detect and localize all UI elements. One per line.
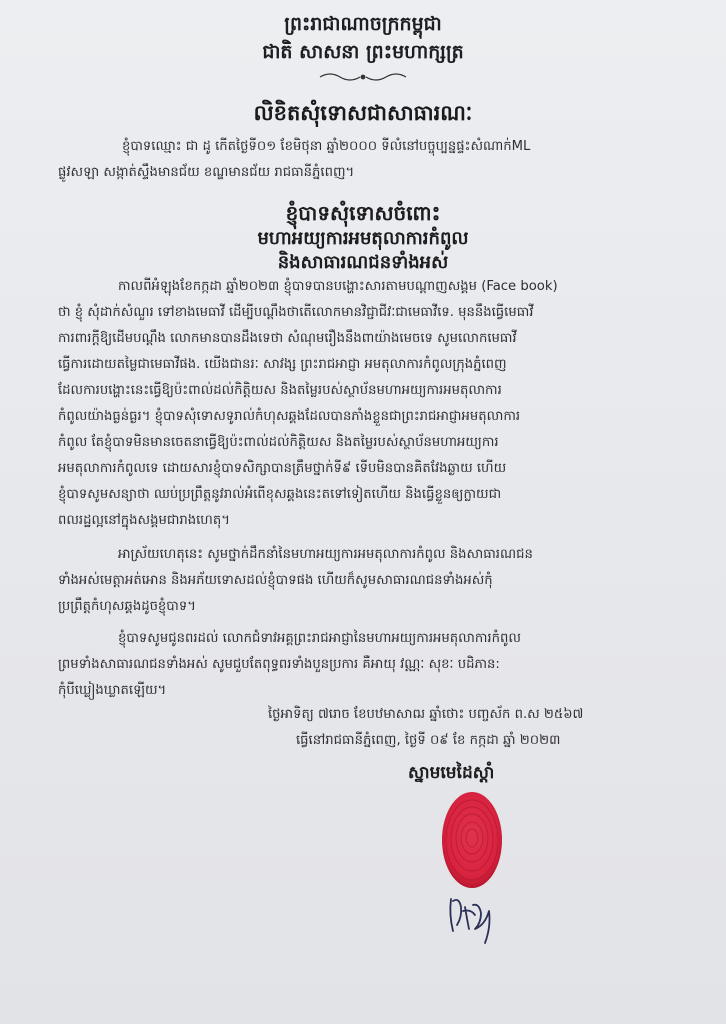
signature-label: ស្នាមមេដៃស្ដាំ — [408, 763, 495, 783]
thumbprint-icon — [440, 790, 504, 890]
apology-heading: ខ្ញុំបាទសុំទោសចំពោះ — [285, 201, 441, 225]
paragraph3-line-1: ខ្ញុំបាទសូមជូនពរដល់ លោកជំទាវអគ្គព្រះរាជអាជ្ញានៃមហាអយ្យការអមតុលាការកំពូល — [118, 631, 521, 646]
paragraph1-line-5: ដែលការបង្ហោះនេះធ្វើឱ្យប៉ះពាល់ដល់កិត្តិយស និងតម្លៃរបស់ស្ថាប័នមហាអយ្យការអមតុលាការ — [58, 383, 502, 398]
paragraph1-line-2: ថា ខ្ញុំ សុំដាក់សំណួរ ទៅខាងមេធាវី ដើម្បីបណ្ដឹងថាតើលោកមានវិជ្ជាជីវៈជាមេធាវីទេ. មុននឹងធ្វើមេធាវី — [58, 305, 534, 320]
intro-line-1: ខ្ញុំបាទឈ្មោះ ជា ដូ កើតថ្ងៃទី០១ ខែមិថុនា ឆ្នាំ២០០០ ទីលំនៅបច្ចុប្បន្នផ្ទះសំណាក់ML — [122, 139, 531, 154]
kingdom-header: ព្រះរាជាណាចក្រកម្ពុជា — [284, 13, 442, 35]
motto-header: ជាតិ សាសនា ព្រះមហាក្សត្រ — [262, 41, 464, 63]
paragraph2-line-2: ទាំងអស់មេត្តាអត់អោន និងអភ័យទោសដល់ខ្ញុំបាទផង ហើយក៏សូមសាធារណជនទាំងអស់កុំ — [58, 573, 493, 588]
intro-line-2: ផ្លូវសឡា សង្កាត់ស្ទឹងមានជ័យ ខណ្ឌមានជ័យ រាជធានីភ្នំពេញ។ — [58, 165, 355, 180]
lunar-date: ថ្ងៃអាទិត្យ ៧រោច ខែបឋមាសាឍ ឆ្នាំថោះ បញ្ចស័ក ព.ស ២៥៦៧ — [268, 707, 584, 722]
paragraph1-line-7: កំពូល តែខ្ញុំបាទមិនមានចេតនាធ្វើឱ្យប៉ះពាល់ដល់កិត្តិយស និងតម្លៃរបស់ស្ថាប័នមហាអយ្យការ — [58, 435, 499, 450]
paragraph1-line-9: ខ្ញុំបាទសូមសន្យាថា ឈប់ប្រព្រឹត្តនូវរាល់អំពើខុសឆ្គងនេះតទៅទៀតហើយ និងធ្វើខ្លួនឲ្យក្លាយជា — [58, 487, 502, 502]
paragraph1-line-6: កំពូលយ៉ាងធ្ងន់ធ្ងរ។ ខ្ញុំបាទសុំទោសទូរាល់កំហុសឆ្គងដែលបានភាំងខ្លួនជាព្រះរាជអាជ្ញាអមតុលាការ — [58, 409, 521, 424]
paragraph1-line-8: អមតុលាការកំពូលទេ ដោយសារខ្ញុំបាទសិក្សាបានត្រឹមថ្នាក់ទី៩ ទើបមិនបានគិតវែងឆ្ងាយ ហើយ — [58, 461, 507, 476]
paragraph1-line-3: ការពារក្ដីឱ្យដើមបណ្ដឹង លោកមានបានដឹងទេថា សំណុមរឿងនឹងពាយ៉ាងមេចទេ សូមលោកមេធាវី — [58, 331, 517, 346]
recipient-line-1: មហាអយ្យការអមតុលាការកំពូល — [257, 228, 469, 249]
handwritten-signature-icon — [445, 885, 507, 947]
paragraph1-line-10: ពលរដ្ឋល្អនៅក្នុងសង្គមជារាងហេតុ។ — [58, 513, 230, 528]
place-date: ធ្វើនៅរាជធានីភ្នំពេញ, ថ្ងៃទី ០៩ ខែ កក្កដា ឆ្នាំ ២០២៣ — [296, 733, 561, 748]
document-title: លិខិតសុំទោសជាសាធារណៈ — [253, 101, 473, 125]
paragraph3-line-2: ព្រមទាំងសាធារណជនទាំងអស់ សូមជួបតែពុទ្ធពរទាំងបួនប្រការ គឺអាយុ វណ្ណៈ សុខៈ បដិភាន: — [58, 657, 500, 672]
paragraph3-line-3: កុំបីឃ្លៀងឃ្លាតឡើយ។ — [58, 683, 167, 698]
paragraph2-line-3: ប្រព្រឹត្តកំហុសឆ្គងដូចខ្ញុំបាទ។ — [58, 599, 196, 614]
ornament-divider-icon — [318, 70, 408, 84]
paragraph2-line-1: អាស្រ័យហេតុនេះ សូមថ្នាក់ដឹកនាំនៃមហាអយ្យការអមតុលាការកំពូល និងសាធារណជន — [118, 547, 533, 562]
recipient-line-2: និងសាធារណជនទាំងអស់ — [277, 252, 449, 273]
paragraph1-line-4: ធ្វើការដោយតម្លៃជាមេធាវីផង. យើងជានរៈ សាវង្ស ព្រះរាជអាជ្ញា អមតុលាការកំពូលក្រុងភ្នំពេញ — [58, 357, 507, 372]
paragraph1-line-1: កាលពីអំឡុងខែកក្កដា ឆ្នាំ២០២៣ ខ្ញុំបាទបានបង្ហោះសារតាមបណ្ដាញសង្គម (Face book) — [118, 279, 558, 294]
